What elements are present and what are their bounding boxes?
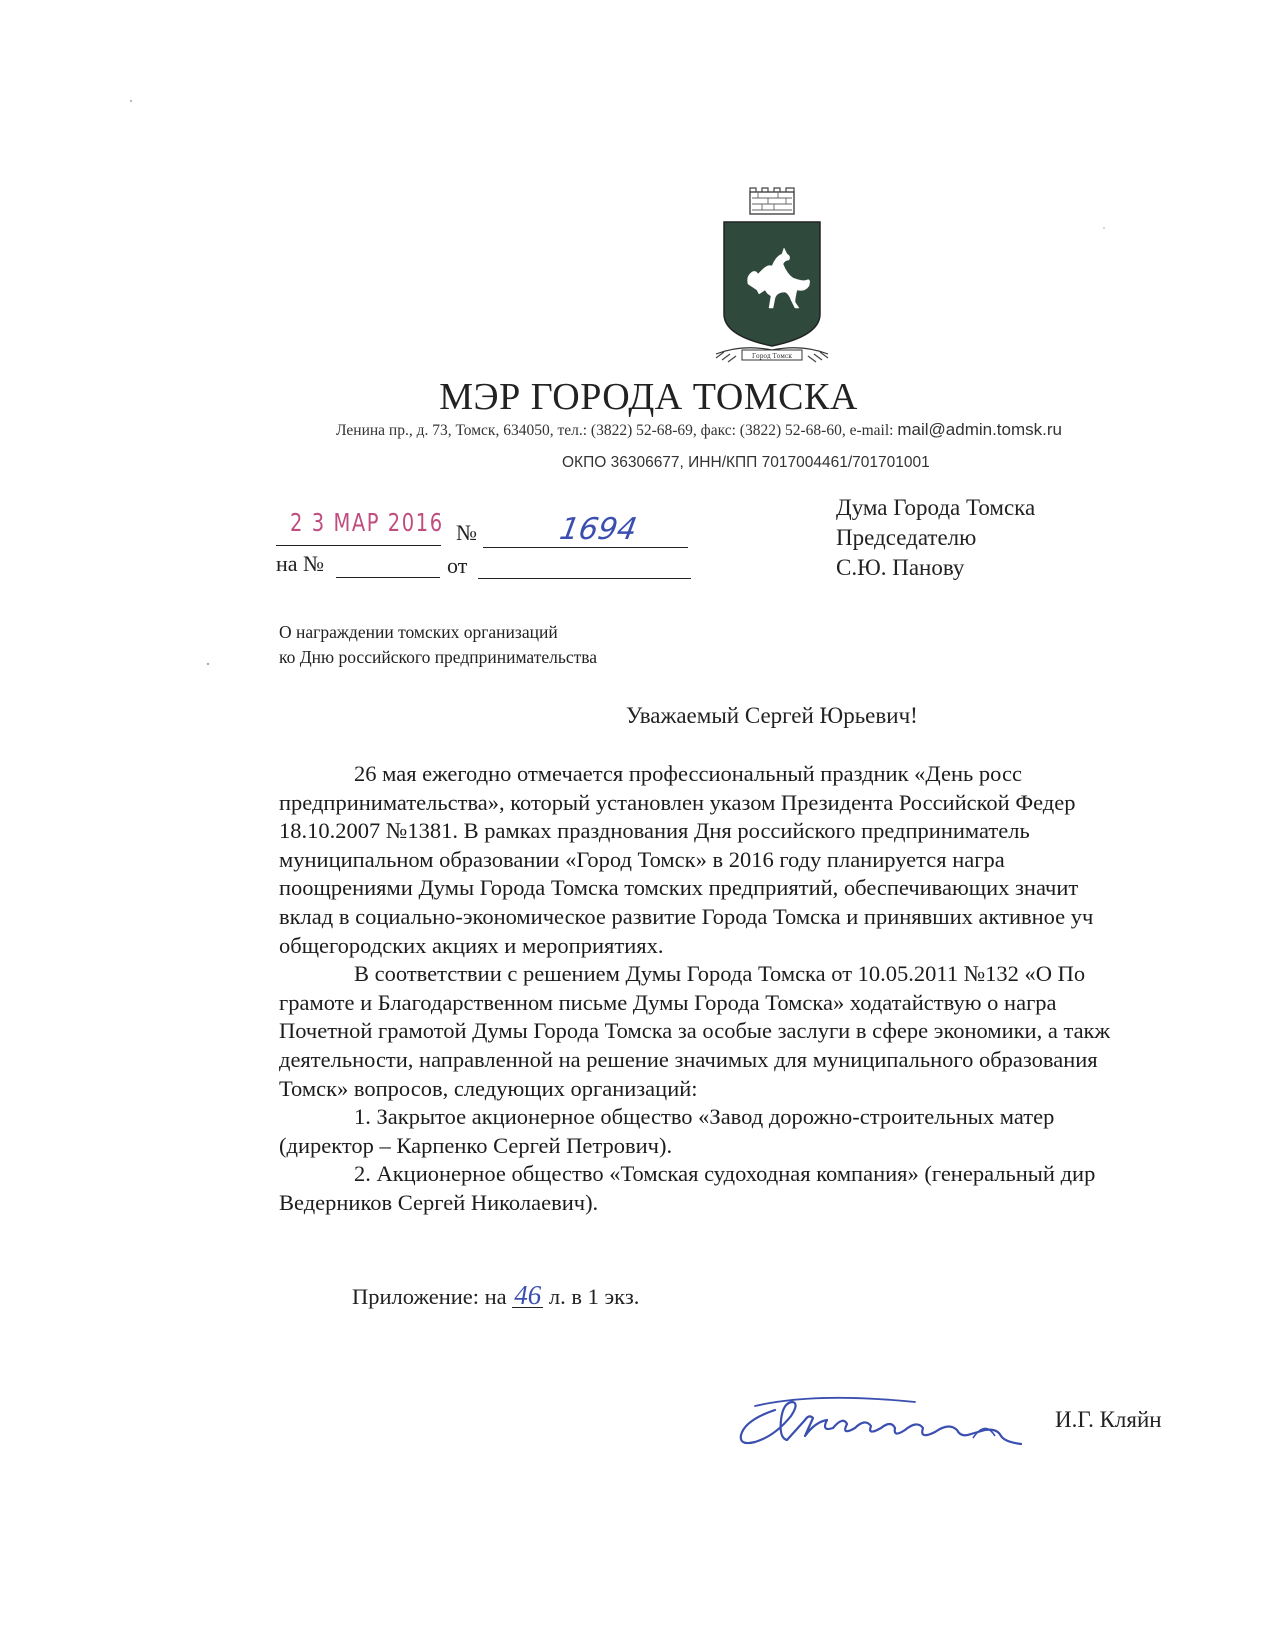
body-line: Почетной грамотой Думы Города Томска за особые заслуги в сфере экономики, а такж [279,1018,1111,1044]
addressee-name: С.Ю. Панову [836,555,965,580]
address-line [336,420,1062,440]
outgoing-number: 1694 [556,512,640,547]
subject-line-2: ко Дню российского предпринимательства [279,647,598,667]
handwritten-signature-icon [735,1380,1030,1460]
reply-date-underline [478,578,691,579]
reply-from-label: от [447,553,468,578]
date-stamp: 2 3 МАР 2016 [290,508,444,537]
list-item-2-line: 2. Акционерное общество «Томская судоходная компания» (генеральный дир [354,1161,1096,1187]
page-title: МЭР ГОРОДА ТОМСКА [439,376,858,418]
subject-line-1: О награждении томских организаций [279,622,558,642]
email-link[interactable]: mail@admin.tomsk.ru [897,420,1062,439]
body-line: предпринимательства», который установлен указом Президента Российской Федер [279,789,1076,815]
attachment-page-count: 46 [514,1280,542,1310]
attachment-note [352,1280,640,1310]
ribbon-text: Город Томск [751,353,793,360]
date-underline [276,545,441,546]
body-line: 26 мая ежегодно отмечается профессиональный праздник «День росс [354,761,1022,786]
body-line: поощрениями Думы Города Томска томских предприятий, обеспечивающих значит [279,875,1079,901]
list-item-1-line: (директор – Карпенко Сергей Петрович). [279,1132,673,1158]
attachment-prefix: Приложение: на [352,1284,513,1309]
crown-icon [750,188,794,214]
body-line: грамоте и Благодарственном письме Думы Города Томска» ходатайствую о награ [279,989,1057,1015]
greeting: Уважаемый Сергей Юрьевич! [626,703,918,728]
addressee-title: Председателю [836,525,977,550]
list-item-1-line: 1. Закрытое акционерное общество «Завод дорожно-строительных матер [354,1104,1055,1130]
ribbon [716,348,828,362]
reply-number-underline [336,577,440,578]
body-line: муниципальном образовании «Город Томск» в 2016 году планируется награ [279,846,1005,872]
tomsk-coat-of-arms-icon [712,186,832,368]
registry-codes: ОКПО 36306677, ИНН/КПП 7017004461/701701001 [562,454,930,471]
body-line: общегородских акциях и мероприятиях. [279,932,664,958]
signer-name: И.Г. Кляйн [1055,1407,1162,1432]
body-line: Томск» вопросов, следующих организаций: [279,1075,698,1101]
letter-body [279,760,1275,1218]
number-label: № [456,520,477,545]
number-underline [483,547,688,548]
reply-number-label: на № [276,551,325,576]
body-line: вклад в социально-экономическое развитие Города Томска и принявших активное уч [279,903,1094,929]
attachment-suffix: л. в 1 экз. [543,1284,640,1309]
address-text: Ленина пр., д. 73, Томск, 634050, тел.: (3822) 52-68-69, факс: (3822) 52-68-60, e-mail: [336,422,898,439]
body-line: деятельности, направленной на решение значимых для муниципального образования [279,1046,1098,1072]
body-line: В соответствии с решением Думы Города Томска от 10.05.2011 №132 «О По [354,961,1086,987]
body-line: 18.10.2007 №1381. В рамках празднования Дня российского предприниматель [279,818,1030,844]
addressee-org: Дума Города Томска [836,495,1036,520]
list-item-2-line: Ведерников Сергей Николаевич). [279,1189,599,1215]
